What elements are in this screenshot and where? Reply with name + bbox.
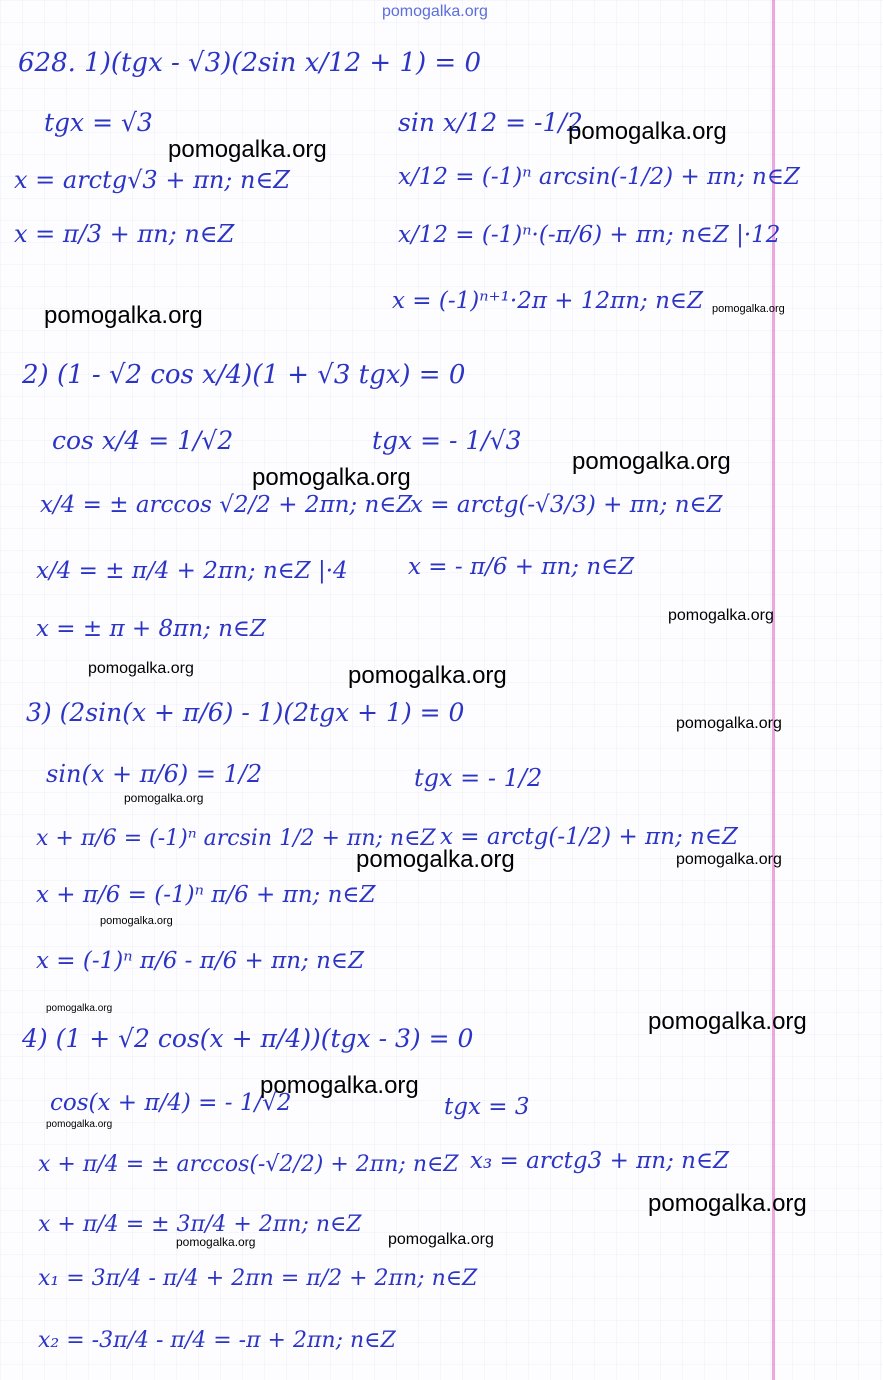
problem-4-left-line: cos(x + π/4) = - 1/√2: [50, 1090, 292, 1116]
watermark: pomogalka.org: [712, 303, 785, 315]
watermark: pomogalka.org: [668, 607, 774, 624]
watermark: pomogalka.org: [260, 1072, 419, 1099]
problem-3-left-line: sin(x + π/6) = 1/2: [46, 760, 263, 788]
problem-1-right-line: sin x/12 = -1/2: [398, 108, 583, 137]
watermark: pomogalka.org: [46, 1119, 113, 1130]
watermark: pomogalka.org: [168, 136, 327, 163]
watermark: pomogalka.org: [648, 1190, 807, 1217]
problem-4-left-line: x + π/4 = ± arccos(-√2/2) + 2πn; n∈Z: [38, 1152, 459, 1177]
margin-line: [772, 0, 775, 1380]
problem-2-left-line: x = ± π + 8πn; n∈Z: [36, 616, 266, 642]
problem-3-right-line: tgx = - 1/2: [414, 764, 543, 792]
problem-4-right-line: tgx = 3: [444, 1094, 530, 1120]
problem-1-left-line: x = arctg√3 + πn; n∈Z: [14, 166, 290, 194]
problem-3-equation: 3) (2sin(x + π/6) - 1)(2tgx + 1) = 0: [26, 698, 465, 727]
watermark: pomogalka.org: [88, 660, 194, 677]
watermark: pomogalka.org: [388, 1231, 494, 1248]
problem-4-left-line: x₁ = 3π/4 - π/4 + 2πn = π/2 + 2πn; n∈Z: [38, 1266, 478, 1291]
problem-4-left-line: x₂ = -3π/4 - π/4 = -π + 2πn; n∈Z: [38, 1328, 396, 1353]
problem-4-left-line: x + π/4 = ± 3π/4 + 2πn; n∈Z: [38, 1212, 362, 1237]
problem-3-left-line: x = (-1)ⁿ π/6 - π/6 + πn; n∈Z: [36, 948, 364, 974]
problem-2-left-line: x/4 = ± arccos √2/2 + 2πn; n∈Z: [40, 492, 413, 518]
watermark: pomogalka.org: [356, 846, 515, 873]
problem-2-equation: 2) (1 - √2 cos x/4)(1 + √3 tgx) = 0: [22, 360, 466, 390]
problem-3-right-line: x = arctg(-1/2) + πn; n∈Z: [440, 824, 738, 850]
watermark: pomogalka.org: [676, 715, 782, 732]
problem-1-right-line: x/12 = (-1)ⁿ arcsin(-1/2) + πn; n∈Z: [398, 164, 800, 190]
problem-1-right-line: x = (-1)ⁿ⁺¹·2π + 12πn; n∈Z: [392, 288, 703, 314]
problem-2-right-line: tgx = - 1/√3: [372, 426, 522, 455]
watermark: pomogalka.org: [572, 448, 731, 475]
header-watermark: pomogalka.org: [382, 3, 488, 20]
watermark: pomogalka.org: [46, 1003, 113, 1014]
watermark: pomogalka.org: [124, 791, 204, 805]
watermark: pomogalka.org: [176, 1235, 256, 1249]
watermark: pomogalka.org: [648, 1008, 807, 1035]
watermark: pomogalka.org: [568, 118, 727, 145]
watermark: pomogalka.org: [348, 662, 507, 689]
watermark: pomogalka.org: [44, 302, 203, 329]
problem-4-right-line: x₃ = arctg3 + πn; n∈Z: [470, 1148, 729, 1174]
problem-2-right-line: x = arctg(-√3/3) + πn; n∈Z: [410, 492, 723, 518]
problem-3-left-line: x + π/6 = (-1)ⁿ arcsin 1/2 + πn; n∈Z: [36, 826, 436, 851]
problem-2-left-line: x/4 = ± π/4 + 2πn; n∈Z |·4: [36, 558, 348, 584]
problem-1-right-line: x/12 = (-1)ⁿ·(-π/6) + πn; n∈Z |·12: [398, 222, 781, 248]
problem-2-right-line: x = - π/6 + πn; n∈Z: [408, 554, 635, 580]
watermark: pomogalka.org: [676, 851, 782, 868]
problem-1-left-line: x = π/3 + πn; n∈Z: [14, 220, 235, 248]
problem-1-left-line: tgx = √3: [44, 108, 153, 137]
problem-1-equation: 628. 1)(tgx - √3)(2sin x/12 + 1) = 0: [18, 48, 482, 78]
problem-4-equation: 4) (1 + √2 cos(x + π/4))(tgx - 3) = 0: [22, 1024, 474, 1053]
problem-3-left-line: x + π/6 = (-1)ⁿ π/6 + πn; n∈Z: [36, 882, 376, 908]
watermark: pomogalka.org: [100, 915, 173, 927]
problem-2-left-line: cos x/4 = 1/√2: [52, 426, 234, 455]
watermark: pomogalka.org: [252, 464, 411, 491]
